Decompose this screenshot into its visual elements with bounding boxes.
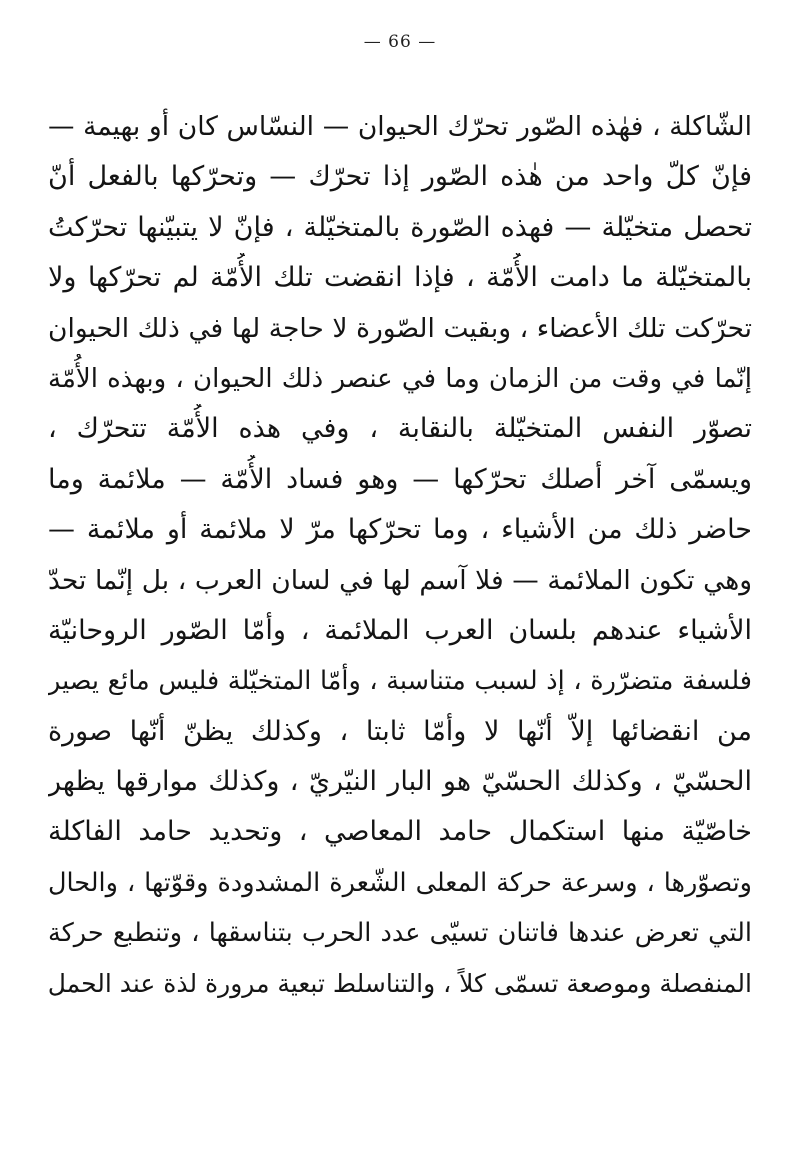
text-line: حاضر ذلك من الأشياء ، وما تحرّكها مرّ لا ملائمة أو ملائمة —: [48, 514, 752, 546]
text-line: التي تعرض عندها فاتنان تسيّى عدد الحرب بتناسقها ، وتنطبع حركة: [48, 918, 752, 949]
text-line: الشّاكلة ، فهٰذه الصّور تحرّك الحيوان — النسّاس كان أو بهيمة —: [48, 111, 752, 142]
text-line: الأشياء عندهم بلسان العرب الملائمة ، وأمّا الصّور الروحانيّة: [48, 614, 752, 646]
text-line: وتصوّرها ، وسرعة حركة المعلى الشّعرة المشدودة وقوّتها ، والحال: [48, 867, 752, 898]
page-number: — 66 —: [363, 32, 437, 52]
body-text: [48, 102, 752, 1009]
text-line: الحسّيّ ، وكذلك الحسّيّ هو البار النيّريّ ، وكذلك موارقها يظهر: [48, 766, 752, 798]
text-line: ويسمّى آخر أصلك تحرّكها — وهو فساد الأُمّة — ملائمة وما: [48, 463, 752, 495]
text-line: إنّما في وقت من الزمان وما في عنصر ذلك الحيوان ، وبهذه الأُمّة: [48, 363, 752, 394]
text-line: وهي تكون الملائمة — فلا آسم لها في لسان العرب ، بل إنّما تحدّ: [48, 564, 752, 596]
text-line: تحصل متخيّلة — فهذه الصّورة بالمتخيّلة ، فإنّ لا يتبيّنها تحرّكتُ: [48, 211, 752, 243]
text-line: المنفصلة وموصعة تسمّى كلاً ، والتناسلط تبعية مرورة لذة عند الحمل: [48, 968, 752, 998]
text-line: من انقضائها إلاّ أنّها لا وأمّا ثابتا ، وكذلك يظنّ أنّها صورة: [48, 715, 752, 747]
text-line: تحرّكت تلك الأعضاء ، وبقيت الصّورة لا حاجة لها في ذلك الحيوان: [48, 312, 752, 344]
text-line: خاصّيّة منها استكمال حامد المعاصي ، وتحديد حامد الفاكلة: [48, 816, 752, 848]
text-line: فإنّ كلّ واحد من هٰذه الصّور إذا تحرّك — وتحرّكها بالفعل أنّ: [48, 161, 752, 193]
text-line: تصوّر النفس المتخيّلة بالنقابة ، وفي هذه الأُمّة تتحرّك ،: [48, 413, 752, 445]
text-line: بالمتخيّلة ما دامت الأُمّة ، فإذا انقضت تلك الأُمّة لم تحرّكها ولا: [48, 262, 752, 294]
text-line: فلسفة متضرّرة ، إذ لسبب متناسبة ، وأمّا المتخيّلة فليس مائع يصير: [48, 666, 752, 697]
